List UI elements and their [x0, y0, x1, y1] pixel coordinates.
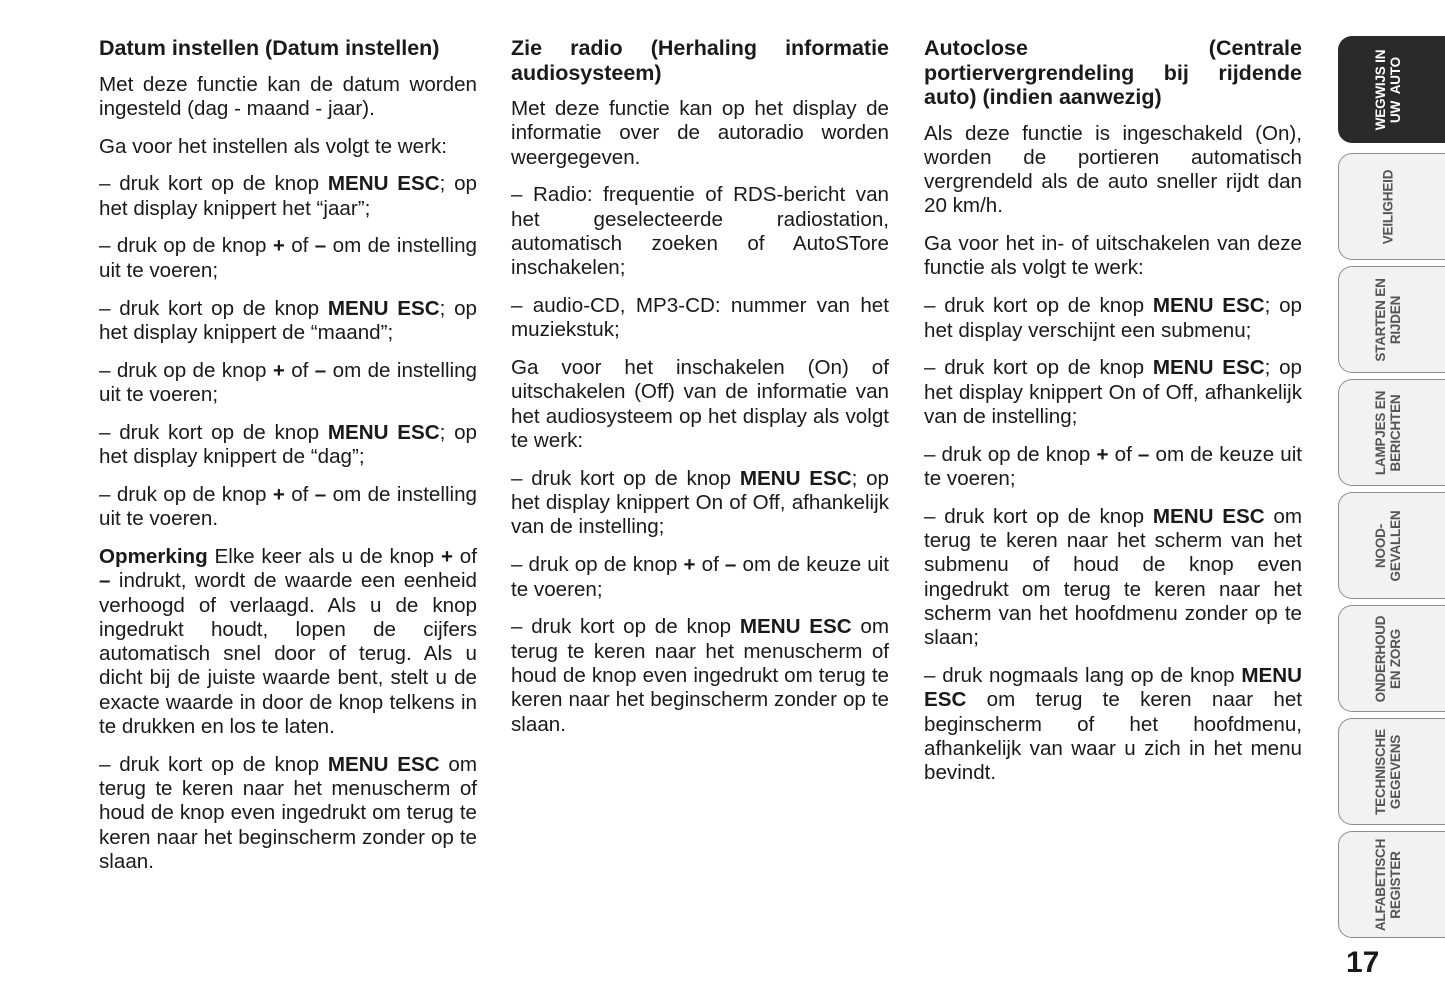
- paragraph: Met deze functie kan op het display de informatie over de autoradio worden weergegeven.: [511, 97, 889, 169]
- instruction-step: – druk kort op de knop MENU ESC; op het display knippert de “maand”;: [99, 296, 477, 344]
- note-label: Opmerking: [99, 544, 208, 568]
- instruction-step: – druk nogmaals lang op de knop MENU ESC om terug te keren naar het beginscherm of het hoofdmenu, afhankelijk van waar u zich in het menu bevindt.: [924, 664, 1302, 785]
- instruction-step: – druk kort op de knop MENU ESC; op het display knippert On of Off, afhankelijk van de instelling;: [924, 356, 1302, 428]
- instruction-step: – druk op de knop + of – om de keuze uit te voeren;: [924, 442, 1303, 491]
- instruction-step: – druk op de knop + of – om de instelling uit te voeren.: [99, 482, 478, 531]
- tab-label: LAMPJES EN BERICHTEN: [1372, 390, 1403, 475]
- instruction-step: – druk op de knop + of – om de keuze uit te voeren;: [511, 553, 890, 601]
- tab-starten-en-rijden[interactable]: [1338, 266, 1445, 373]
- page-number: 17: [1346, 946, 1380, 979]
- paragraph: Ga voor het in- of uitschakelen van deze functie als volgt te werk:: [924, 232, 1302, 280]
- paragraph: – Radio: frequentie of RDS-bericht van het geselecteerde radiostation, automatisch zoeken of AutoSTore inschakelen;: [511, 183, 889, 280]
- note-paragraph: Opmerking Elke keer als u de knop + of – indrukt, wordt de waarde een eenheid verhoogd of verlaagd. Als u de knop ingedrukt houdt, lopen de cijfers automatisch snel door of terug. Als u dicht bij de juiste waarde bent, stelt u de exacte waarde in door de knop telkens in te drukken en los te laten.: [99, 544, 477, 739]
- tab-onderhoud-en-zorg[interactable]: [1338, 605, 1445, 712]
- tab-noodgevallen[interactable]: [1338, 492, 1445, 599]
- instruction-step: – druk kort op de knop MENU ESC om terug te keren naar het menuscherm of houd de knop even ingedrukt om terug te keren naar het beginscherm zonder op te slaan.: [511, 615, 889, 736]
- tab-alfabetisch-register[interactable]: [1338, 831, 1445, 938]
- tab-label: STARTEN EN RIJDEN: [1372, 277, 1403, 362]
- instruction-step: – druk op de knop + of – om de instelling uit te voeren;: [99, 234, 478, 282]
- paragraph: – audio-CD, MP3-CD: nummer van het muziekstuk;: [511, 294, 889, 342]
- paragraph: Ga voor het inschakelen (On) of uitschakelen (Off) van de informatie van het audiosysteem op het display als volgt te werk:: [511, 356, 889, 453]
- instruction-step: – druk op de knop + of – om de instelling uit te voeren;: [99, 358, 478, 406]
- column-datum-instellen: [99, 36, 477, 888]
- tab-label: TECHNISCHE GEGEVENS: [1372, 728, 1403, 815]
- tab-veiligheid[interactable]: [1338, 153, 1445, 260]
- section-heading: Zie radio (Herhaling informatie audiosysteem): [511, 36, 889, 85]
- tab-label: ONDERHOUD EN ZORG: [1372, 615, 1403, 702]
- instruction-step: – druk kort op de knop MENU ESC; op het display verschijnt een submenu;: [924, 294, 1302, 342]
- column-zie-radio: [511, 36, 889, 750]
- tab-technische-gegevens[interactable]: [1338, 718, 1445, 825]
- instruction-step: – druk kort op de knop MENU ESC; op het display knippert de “dag”;: [99, 420, 477, 469]
- instruction-step: – druk kort op de knop MENU ESC om terug te keren naar het menuscherm of houd de knop even ingedrukt om terug te keren naar het beginscherm zonder op te slaan.: [99, 752, 477, 874]
- tab-label: WEGWIJS IN UW AUTO: [1372, 49, 1403, 130]
- instruction-step: – druk kort op de knop MENU ESC om terug te keren naar het scherm van het submenu of houd de knop even ingedrukt om terug te keren naar het scherm van het hoofdmenu zonder op te slaan;: [924, 504, 1302, 650]
- tab-label: ALFABETISCH REGISTER: [1372, 838, 1403, 931]
- tab-label: VEILIGHEID: [1380, 169, 1396, 244]
- section-heading: Datum instellen (Datum instellen): [99, 36, 440, 60]
- tab-label: NOOD- GEVALLEN: [1372, 510, 1403, 581]
- instruction-step: – druk kort op de knop MENU ESC; op het display knippert On of Off, afhankelijk van de instelling;: [511, 466, 889, 539]
- instruction-step: – druk kort op de knop MENU ESC; op het display knippert het “jaar”;: [99, 172, 477, 220]
- paragraph: Als deze functie is ingeschakeld (On), worden de portieren automatisch vergrendeld als de auto sneller rijdt dan 20 km/h.: [924, 121, 1302, 218]
- column-autoclose: [924, 36, 1302, 799]
- paragraph: Met deze functie kan de datum worden ingesteld (dag - maand - jaar).: [99, 72, 477, 120]
- tab-wegwijs-in-uw-auto[interactable]: [1338, 36, 1445, 143]
- tab-lampjes-en-berichten[interactable]: [1338, 379, 1445, 486]
- paragraph: Ga voor het instellen als volgt te werk:: [99, 134, 447, 158]
- section-heading: Autoclose (Centrale portiervergrendeling bij rijdende auto) (indien aanwezig): [924, 36, 1302, 109]
